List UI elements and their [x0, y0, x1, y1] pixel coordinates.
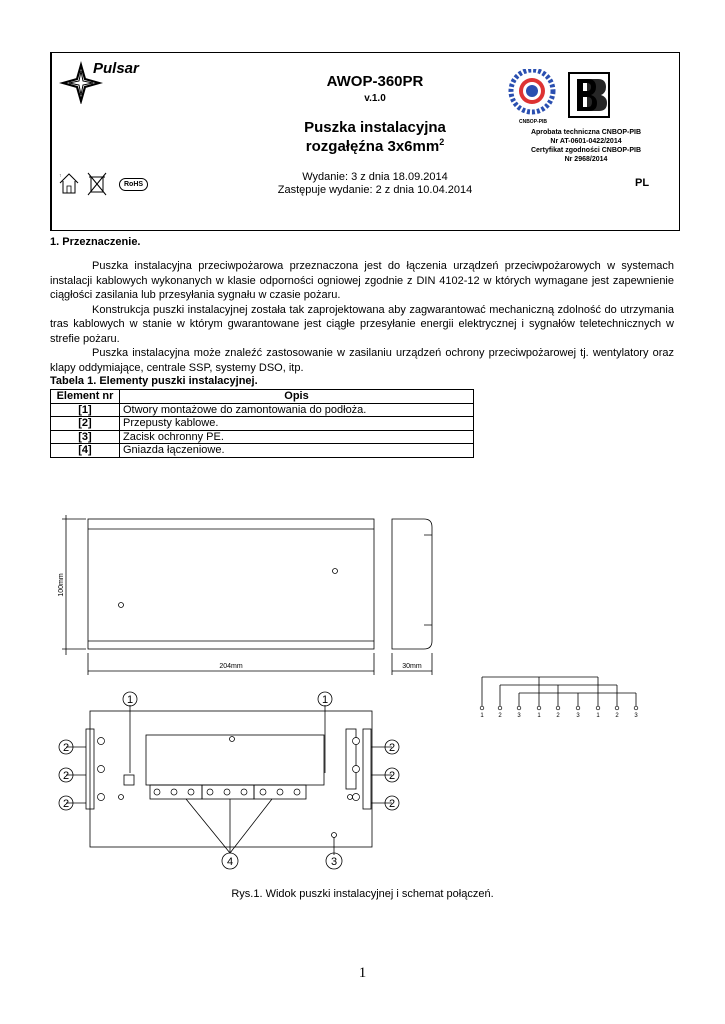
callout-2: 2 [388, 770, 396, 782]
table-title: Tabela 1. Elementy puszki instalacyjnej. [50, 375, 258, 387]
front-view [62, 515, 374, 675]
terminal-label: 3 [634, 713, 638, 719]
language-label: PL [635, 177, 650, 189]
bb-certification-logo [567, 71, 611, 119]
callout-4: 4 [226, 856, 234, 868]
side-view [392, 519, 432, 675]
terminal-dot [576, 706, 580, 710]
callout-2: 2 [62, 770, 70, 782]
cert-line-4: Nr 2968/2014 [564, 156, 608, 163]
terminal-screw [294, 789, 300, 795]
callout-1-right: 1 [321, 694, 329, 706]
terminal-screw [188, 789, 194, 795]
indoor-use-icon [59, 173, 78, 193]
figure-caption: Rys.1. Widok puszki instalacyjnej i schemat połączeń. [231, 888, 494, 900]
cable-gland [353, 794, 360, 801]
terminal-dot [556, 706, 560, 710]
terminal-screw [154, 789, 160, 795]
element-number: [2] [51, 417, 120, 431]
cert-line-3: Certyfikat zgodności CNBOP-PIB [530, 147, 642, 154]
model-title: AWOP-360PR [326, 73, 424, 90]
terminal-dot [480, 706, 484, 710]
technical-drawing [0, 505, 725, 885]
header-divider [51, 53, 52, 230]
edition-label: Wydanie: 3 z dnia 18.09.2014 [302, 171, 448, 183]
product-title-line1: Puszka instalacyjna [304, 119, 446, 136]
table-row [51, 403, 474, 417]
cnbop-logo [507, 69, 557, 121]
cert-line-1: Aprobata techniczna CNBOP-PIB [530, 129, 642, 136]
element-description: Przepusty kablowe. [120, 417, 474, 431]
terminal-screw [207, 789, 213, 795]
terminal-screw [260, 789, 266, 795]
callout-3: 3 [330, 856, 338, 868]
terminal-dot [596, 706, 600, 710]
table-row [51, 417, 474, 431]
terminal-screw [277, 789, 283, 795]
page-number: 1 [358, 965, 367, 981]
cable-gland [353, 738, 360, 745]
terminal-label: 1 [596, 713, 600, 719]
terminal-screw [171, 789, 177, 795]
table-row [51, 444, 474, 458]
section-title: 1. Przeznaczenie. [50, 236, 141, 248]
product-title-line2: rozgałęźna $3x6mm^2$ [305, 137, 445, 155]
height-dimension: 100mm [58, 573, 65, 597]
cable-gland [98, 794, 105, 801]
paragraph-2: Konstrukcja puszki instalacyjnej została tak zaprojektowana aby zagwarantować mechaniczną zdolność do utrzymania tras kablowych w stanie w którym gwarantowane jest ciągłe przesyłanie energii elektrycznej i sygnałów teletechnicznych w strefie pożaru. [50, 303, 674, 345]
rohs-badge: RoHS [119, 178, 148, 191]
cnbop-logo-label: CNBOP-PIB [518, 119, 548, 125]
version-label: v.1.0 [364, 93, 386, 104]
width-dimension: 204mm [219, 663, 243, 670]
cable-gland [98, 766, 105, 773]
callout-2: 2 [62, 742, 70, 754]
terminal-screw [224, 789, 230, 795]
terminal-dot [517, 706, 521, 710]
table-row [51, 430, 474, 444]
callout-2: 2 [62, 798, 70, 810]
terminal-dot [634, 706, 638, 710]
column-header-description: Opis [120, 390, 474, 404]
terminal-dot [498, 706, 502, 710]
element-number: [3] [51, 430, 120, 444]
replaces-label: Zastępuje wydanie: 2 z dnia 10.04.2014 [277, 184, 473, 196]
paragraph-3: Puszka instalacyjna może znaleźć zastosowanie w zasilaniu urządzeń ochrony przeciwpożarowej tj. wentylatory oraz klapy oddymiające, centrale SSP, systemy DSO, itp. [50, 347, 674, 374]
document-header [50, 52, 680, 231]
compliance-icons [57, 171, 119, 197]
element-number: [1] [51, 403, 120, 417]
terminal-screw [241, 789, 247, 795]
element-description: Zacisk ochronny PE. [120, 430, 474, 444]
callout-2: 2 [388, 798, 396, 810]
terminal-screws [98, 738, 360, 801]
element-description: Otwory montażowe do zamontowania do podłoża. [120, 403, 474, 417]
callout-1-left: 1 [126, 694, 134, 706]
terminal-label: 3 [517, 713, 521, 719]
elements-table [50, 389, 474, 458]
connection-scheme [482, 677, 636, 707]
terminal-label: 2 [498, 713, 502, 719]
callout-2: 2 [388, 742, 396, 754]
cable-gland [353, 766, 360, 773]
element-description: Gniazda łączeniowe. [120, 444, 474, 458]
brand-name: Pulsar [93, 60, 139, 77]
terminal-label: 1 [480, 713, 484, 719]
element-number: [4] [51, 444, 120, 458]
section-body [50, 259, 674, 375]
internal-view [66, 705, 392, 855]
cert-line-2: Nr AT-0601-0422/2014 [550, 138, 622, 145]
column-header-element: Element nr [51, 390, 120, 404]
terminal-dot [615, 706, 619, 710]
svg-text:↑: ↑ [59, 173, 62, 179]
terminal-label: 2 [615, 713, 619, 719]
paragraph-1: Puszka instalacyjna przeciwpożarowa przeznaczona jest do łączenia urządzeń przeciwpożarowych w systemach instalacji kablowych wykonanych w klasie odporności ogniowej zgodnie z DIN 4102-12 w których wymagane jest zapewnienie ciągłości zasilania lub przesyłania sygnału w czasie pożaru. [50, 260, 674, 301]
table-header-row [51, 390, 474, 404]
terminal-label: 2 [556, 713, 560, 719]
terminal-dots [480, 706, 638, 710]
depth-dimension: 30mm [402, 663, 422, 670]
terminal-dot [537, 706, 541, 710]
weee-bin-icon [88, 173, 106, 195]
cable-gland [98, 738, 105, 745]
terminal-label: 3 [576, 713, 580, 719]
terminal-label: 1 [537, 713, 541, 719]
